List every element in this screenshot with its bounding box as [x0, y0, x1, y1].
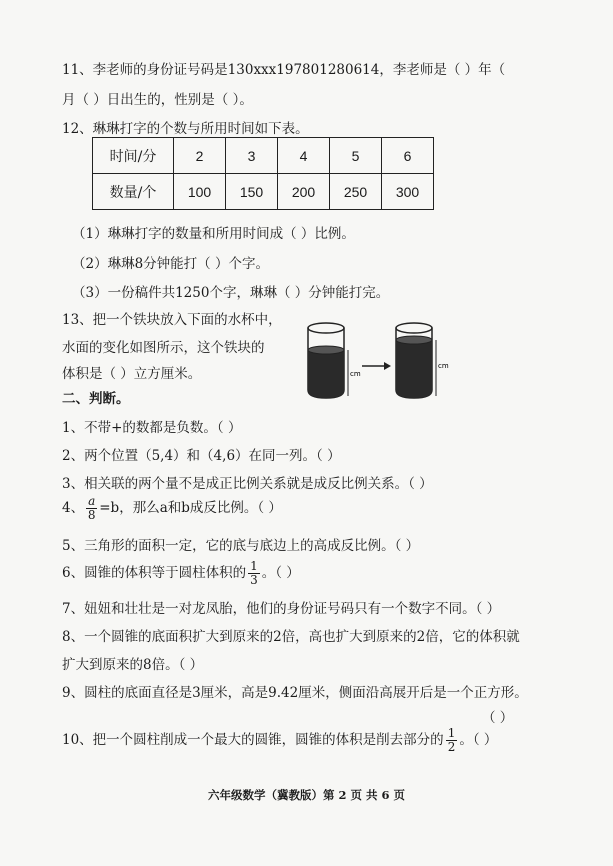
q4-fraction-num: a: [88, 494, 96, 508]
judge-q7: 7、妞妞和壮壮是一对龙凤胎，他们的身份证号码只有一个数字不同。（ ）: [62, 601, 501, 617]
judge-q3: 3、相关联的两个量不是成正比例关系就是成反比例关系。（ ）: [62, 476, 433, 492]
table-row: [93, 138, 434, 174]
table-cell: 150: [226, 174, 278, 210]
q4-suffix: =b，那么a和b成反比例。（ ）: [99, 500, 282, 516]
q6-fraction-num: 1: [250, 559, 258, 573]
table-cell: 4: [278, 138, 330, 174]
q13-line3: 体积是（ ）立方厘米。: [62, 366, 202, 382]
cup-left-label: cm: [350, 370, 361, 378]
judge-q10: [62, 727, 497, 754]
q11-line1: 11、李老师的身份证号码是130xxx197801280614，李老师是（ ）年（: [62, 62, 506, 78]
judge-q2: 2、两个位置（5,4）和（4,6）在同一列。（ ）: [62, 448, 341, 464]
judge-q4: [62, 495, 282, 522]
page-footer: 六年级数学（冀教版）第 2 页 共 6 页: [207, 788, 406, 802]
q6-fraction-den: 3: [250, 573, 258, 587]
q12-sub3: （3）一份稿件共1250个字，琳琳（ ）分钟能打完。: [72, 285, 390, 301]
table-cell: 100: [174, 174, 226, 210]
table-cell: 6: [382, 138, 434, 174]
typing-table: [92, 137, 434, 210]
table-cell: 数量/个: [93, 174, 174, 210]
table-cell: 5: [330, 138, 382, 174]
judge-q8-line2: 扩大到原来的8倍。（ ）: [62, 657, 204, 673]
table-row: [93, 174, 434, 210]
judge-q8-line1: 8、一个圆锥的底面积扩大到原来的2倍，高也扩大到原来的2倍，它的体积就: [62, 629, 520, 645]
q10-prefix: 10、把一个圆柱削成一个最大的圆锥，圆锥的体积是削去部分的: [62, 732, 444, 748]
cup-after: [396, 323, 449, 398]
table-cell: 200: [278, 174, 330, 210]
judge-q6: [62, 560, 300, 587]
cup-right-label: cm: [438, 362, 449, 370]
q10-fraction: [446, 727, 458, 754]
q11-line2: 月（ ）日出生的，性别是（ ）。: [62, 92, 253, 108]
q6-suffix: 。（ ）: [261, 565, 300, 581]
table-cell: 2: [174, 138, 226, 174]
q10-suffix: 。（ ）: [459, 732, 498, 748]
table-cell: 3: [226, 138, 278, 174]
judge-q5: 5、三角形的面积一定，它的底与底边上的高成反比例。（ ）: [62, 538, 420, 554]
q6-fraction: [248, 560, 260, 587]
q13-line2: 水面的变化如图所示，这个铁块的: [62, 340, 265, 356]
arrow-icon: [362, 362, 391, 370]
table-cell: 250: [330, 174, 382, 210]
q10-fraction-num: 1: [447, 726, 456, 740]
q6-prefix: 6、圆锥的体积等于圆柱体积的: [62, 565, 247, 581]
cup-before: [308, 323, 361, 398]
judge-q1: 1、不带+的数都是负数。（ ）: [62, 420, 242, 436]
q12-sub2: （2）琳琳8分钟能打（ ）个字。: [72, 256, 269, 272]
q13-line1: 13、把一个铁块放入下面的水杯中，: [62, 312, 282, 328]
q10-fraction-den: 2: [447, 740, 456, 754]
q12-sub1: （1）琳琳打字的数量和所用时间成（ ）比例。: [72, 226, 355, 242]
q12-intro: 12、琳琳打字的个数与所用时间如下表。: [62, 121, 309, 137]
q4-prefix: 4、: [62, 500, 85, 516]
judge-q9: 9、圆柱的底面直径是3厘米，高是9.42厘米，侧面沿高展开后是一个正方形。: [62, 685, 528, 701]
table-cell: 时间/分: [93, 138, 174, 174]
q4-fraction-den: 8: [87, 508, 96, 522]
table-cell: 300: [382, 174, 434, 210]
judge-heading: 二、判断。: [62, 391, 130, 407]
water-cups-diagram: [300, 318, 450, 400]
q4-fraction: [86, 495, 97, 522]
judge-q9-paren: （ ）: [482, 710, 514, 726]
